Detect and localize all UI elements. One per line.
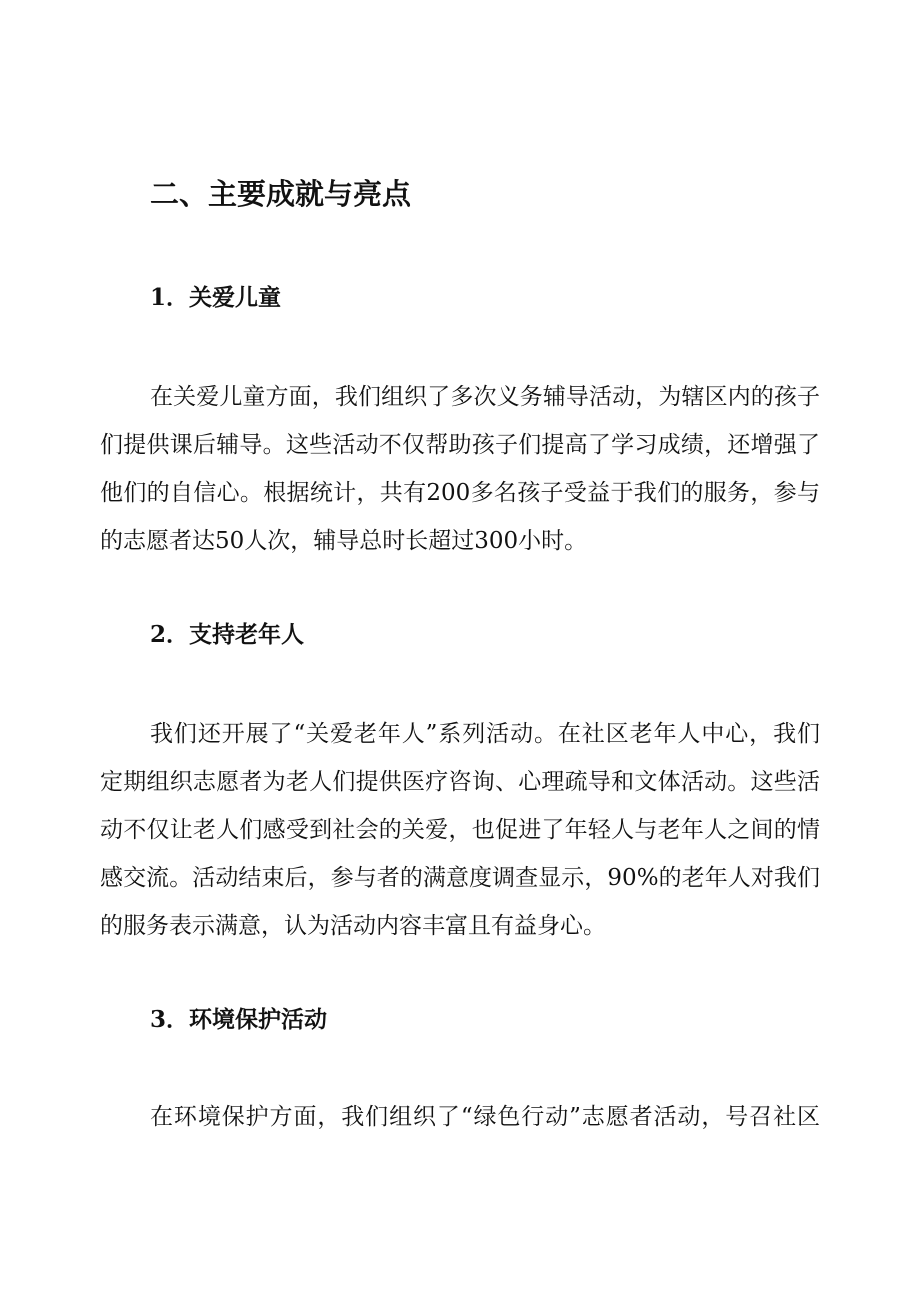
item-heading-environmental-protection: 3．环境保护活动 xyxy=(150,1006,328,1033)
paragraph-supporting-elderly xyxy=(100,710,820,950)
item-heading-supporting-elderly: 2．支持老年人 xyxy=(150,621,305,648)
paragraph-line: 动不仅让老人们感受到社会的关爱，也促进了年轻人与老年人之间的情 xyxy=(100,817,820,843)
paragraph-line: 们提供课后辅导。这些活动不仅帮助孩子们提高了学习成绩，还增强了 xyxy=(100,432,820,458)
item-heading-caring-children: 1．关爱儿童 xyxy=(150,284,282,311)
paragraph-caring-children xyxy=(100,373,820,565)
paragraph-line: 定期组织志愿者为老人们提供医疗咨询、心理疏导和文体活动。这些活 xyxy=(100,769,820,795)
paragraph-line: 的服务表示满意，认为活动内容丰富且有益身心。 xyxy=(100,913,606,939)
paragraph-environmental-protection xyxy=(100,1093,820,1141)
paragraph-line: 在环境保护方面，我们组织了“绿色行动”志愿者活动，号召社区 xyxy=(150,1104,820,1130)
paragraph-line: 他们的自信心。根据统计，共有200多名孩子受益于我们的服务，参与 xyxy=(100,480,820,506)
section-title: 二、主要成就与亮点 xyxy=(150,177,412,211)
paragraph-line: 在关爱儿童方面，我们组织了多次义务辅导活动，为辖区内的孩子 xyxy=(150,384,820,410)
paragraph-line: 我们还开展了“关爱老年人”系列活动。在社区老年人中心，我们 xyxy=(150,721,820,747)
paragraph-line: 的志愿者达50人次，辅导总时长超过300小时。 xyxy=(100,528,588,554)
paragraph-line: 感交流。活动结束后，参与者的满意度调查显示，90%的老年人对我们 xyxy=(100,865,820,891)
